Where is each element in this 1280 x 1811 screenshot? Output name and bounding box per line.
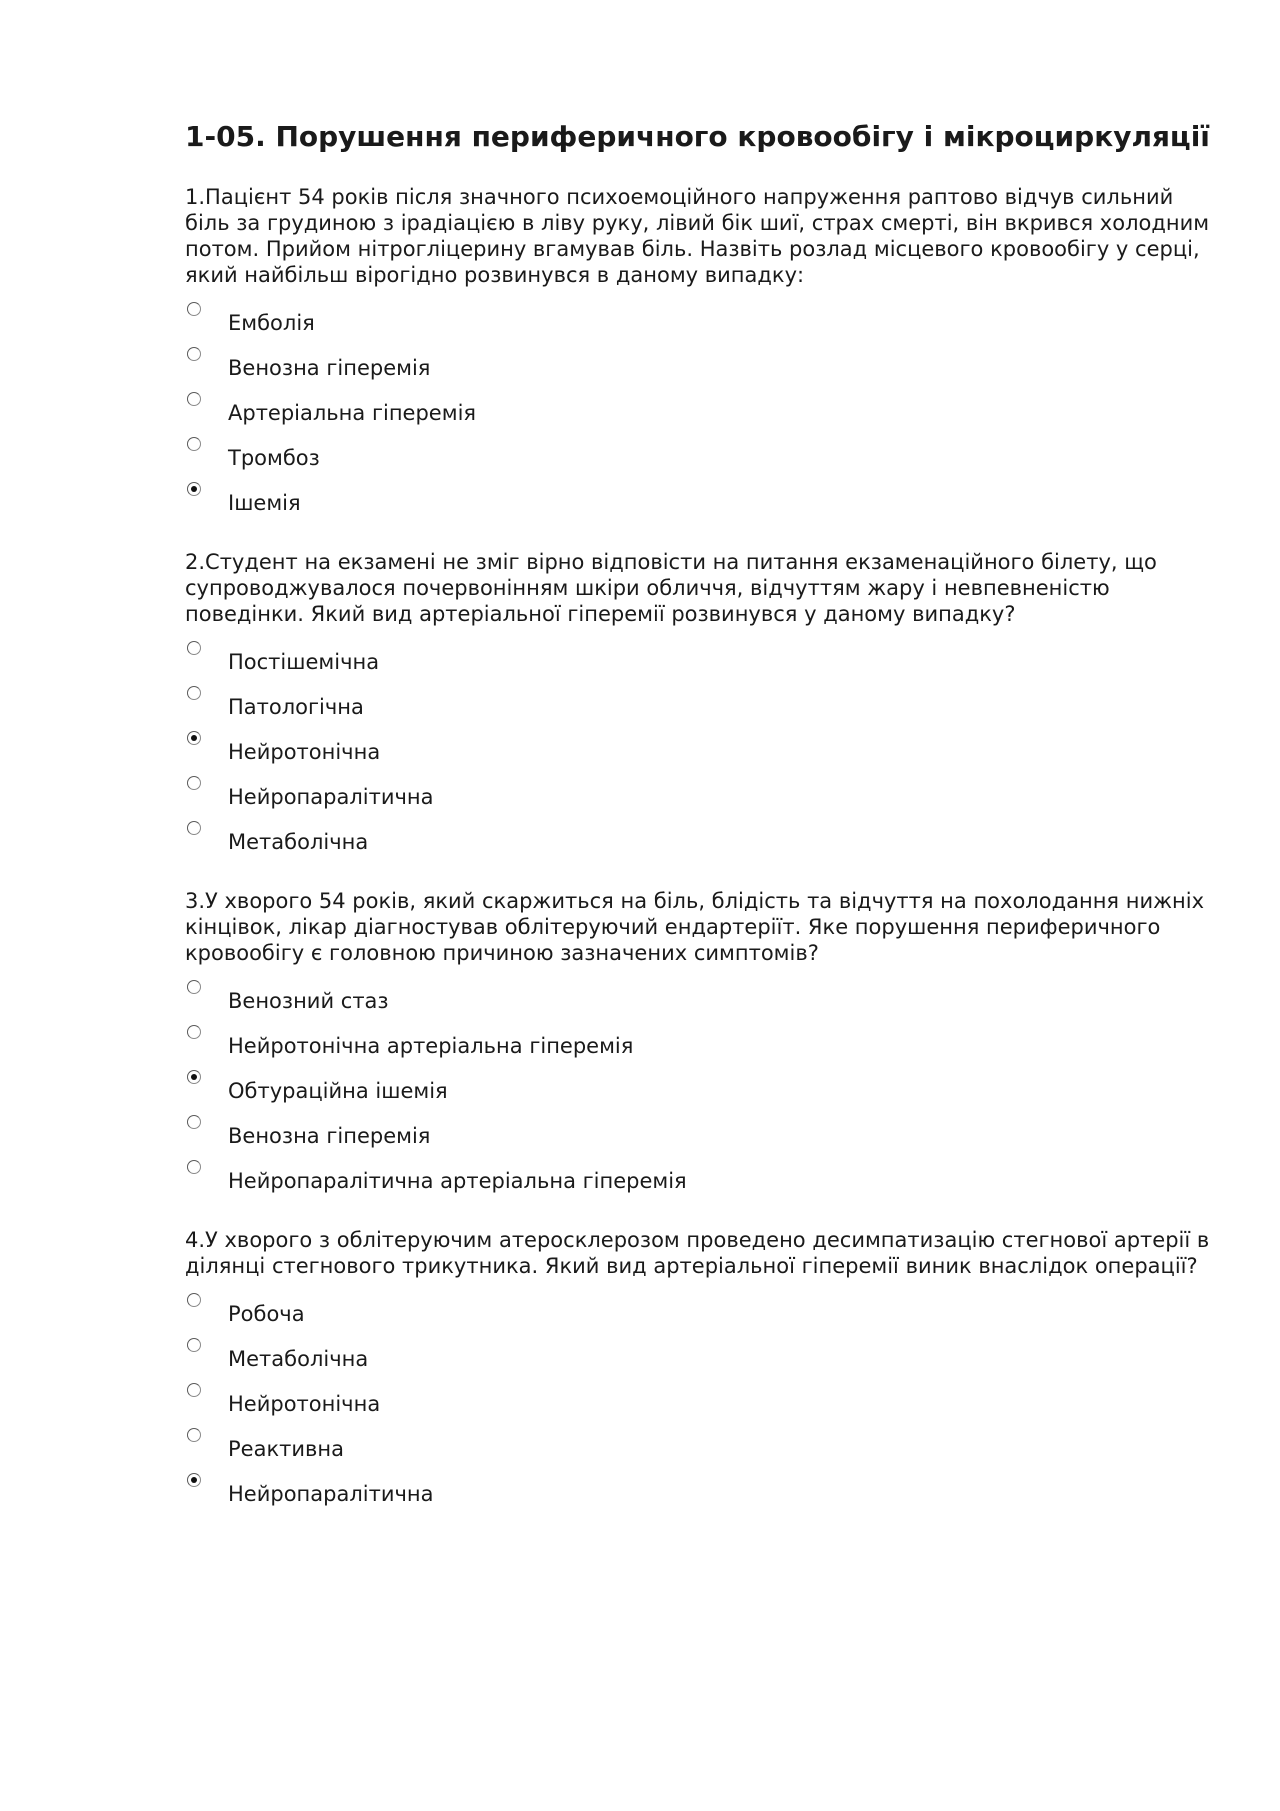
answer-options	[185, 639, 1220, 864]
answer-option[interactable]	[185, 1336, 1220, 1381]
answer-option[interactable]	[185, 639, 1220, 684]
radio-button[interactable]	[187, 1383, 201, 1397]
answer-option[interactable]	[185, 1068, 1220, 1113]
radio-button[interactable]	[187, 686, 201, 700]
radio-button[interactable]	[187, 1293, 201, 1307]
radio-button[interactable]	[187, 302, 201, 316]
radio-button[interactable]	[187, 1115, 201, 1129]
answer-option[interactable]	[185, 1471, 1220, 1516]
question-text: 2.Студент на екзамені не зміг вірно відповісти на питання екзаменаційного білету, що супроводжувалося почервонінням шкіри обличчя, відчуттям жару і невпевненістю поведінки. Який вид артеріальної гіперемії розвинувся у даному випадку?	[185, 550, 1157, 626]
answer-label: Обтураційна ішемія	[228, 1079, 448, 1103]
question-text: 3.У хворого 54 років, який скаржиться на біль, блідість та відчуття на похолодання нижніх кінцівок, лікар діагностував облітеруючий ендартеріїт. Яке порушення периферичного кровообігу є головною причиною зазначених симптомів?	[185, 889, 1205, 965]
answer-option[interactable]	[185, 684, 1220, 729]
radio-button-selected[interactable]	[187, 1473, 201, 1487]
question-1	[185, 184, 1220, 525]
answer-label: Реактивна	[228, 1437, 344, 1461]
answer-option[interactable]	[185, 1426, 1220, 1471]
answer-label: Емболія	[228, 311, 315, 335]
radio-button-selected[interactable]	[187, 482, 201, 496]
radio-button[interactable]	[187, 776, 201, 790]
radio-button[interactable]	[187, 821, 201, 835]
answer-options	[185, 300, 1220, 525]
radio-button-selected[interactable]	[187, 1070, 201, 1084]
answer-label: Нейротонічна артеріальна гіперемія	[228, 1034, 634, 1058]
radio-button[interactable]	[187, 980, 201, 994]
answer-options	[185, 978, 1220, 1203]
answer-option[interactable]	[185, 1023, 1220, 1068]
radio-button[interactable]	[187, 1428, 201, 1442]
radio-button[interactable]	[187, 1338, 201, 1352]
radio-button[interactable]	[187, 347, 201, 361]
answer-label: Постішемічна	[228, 650, 380, 674]
answer-label: Нейропаралітична	[228, 1482, 434, 1506]
question-text: 4.У хворого з облітеруючим атеросклерозом проведено десимпатизацію стегнової артерії в ділянці стегнового трикутника. Який вид артеріальної гіперемії виник внаслідок операції?	[185, 1228, 1210, 1278]
answer-label: Венозна гіперемія	[228, 1124, 431, 1148]
answer-option[interactable]	[185, 345, 1220, 390]
question-2	[185, 549, 1220, 864]
answer-option[interactable]	[185, 1113, 1220, 1158]
radio-button-selected[interactable]	[187, 731, 201, 745]
answer-label: Метаболічна	[228, 1347, 369, 1371]
answer-label: Нейропаралітична	[228, 785, 434, 809]
answer-option[interactable]	[185, 300, 1220, 345]
answer-option[interactable]	[185, 1291, 1220, 1336]
answer-option[interactable]	[185, 390, 1220, 435]
answer-option[interactable]	[185, 1381, 1220, 1426]
radio-button[interactable]	[187, 641, 201, 655]
answer-label: Метаболічна	[228, 830, 369, 854]
answer-option[interactable]	[185, 480, 1220, 525]
question-4	[185, 1227, 1220, 1516]
question-3	[185, 888, 1220, 1203]
question-text: 1.Пацієнт 54 років після значного психоемоційного напруження раптово відчув сильний біль за грудиною з ірадіацією в ліву руку, лівий бік шиї, страх смерті, він вкрився холодним потом. Прийом нітрогліцерину вгамував біль. Назвіть розлад місцевого кровообігу у серці, який найбільш вірогідно розвинувся в даному випадку:	[185, 185, 1210, 287]
answer-options	[185, 1291, 1220, 1516]
answer-label: Венозний стаз	[228, 989, 389, 1013]
answer-label: Нейропаралітична артеріальна гіперемія	[228, 1169, 687, 1193]
answer-label: Тромбоз	[228, 446, 320, 470]
answer-option[interactable]	[185, 774, 1220, 819]
radio-button[interactable]	[187, 392, 201, 406]
answer-option[interactable]	[185, 819, 1220, 864]
answer-label: Робоча	[228, 1302, 305, 1326]
radio-button[interactable]	[187, 437, 201, 451]
answer-label: Венозна гіперемія	[228, 356, 431, 380]
radio-button[interactable]	[187, 1160, 201, 1174]
answer-option[interactable]	[185, 1158, 1220, 1203]
page-title: 1-05. Порушення периферичного кровообігу і мікроциркуляції	[185, 120, 1210, 153]
answer-label: Нейротонічна	[228, 1392, 381, 1416]
answer-label: Артеріальна гіперемія	[228, 401, 477, 425]
answer-label: Нейротонічна	[228, 740, 381, 764]
answer-label: Ішемія	[228, 491, 301, 515]
answer-option[interactable]	[185, 978, 1220, 1023]
answer-option[interactable]	[185, 729, 1220, 774]
radio-button[interactable]	[187, 1025, 201, 1039]
answer-option[interactable]	[185, 435, 1220, 480]
answer-label: Патологічна	[228, 695, 364, 719]
